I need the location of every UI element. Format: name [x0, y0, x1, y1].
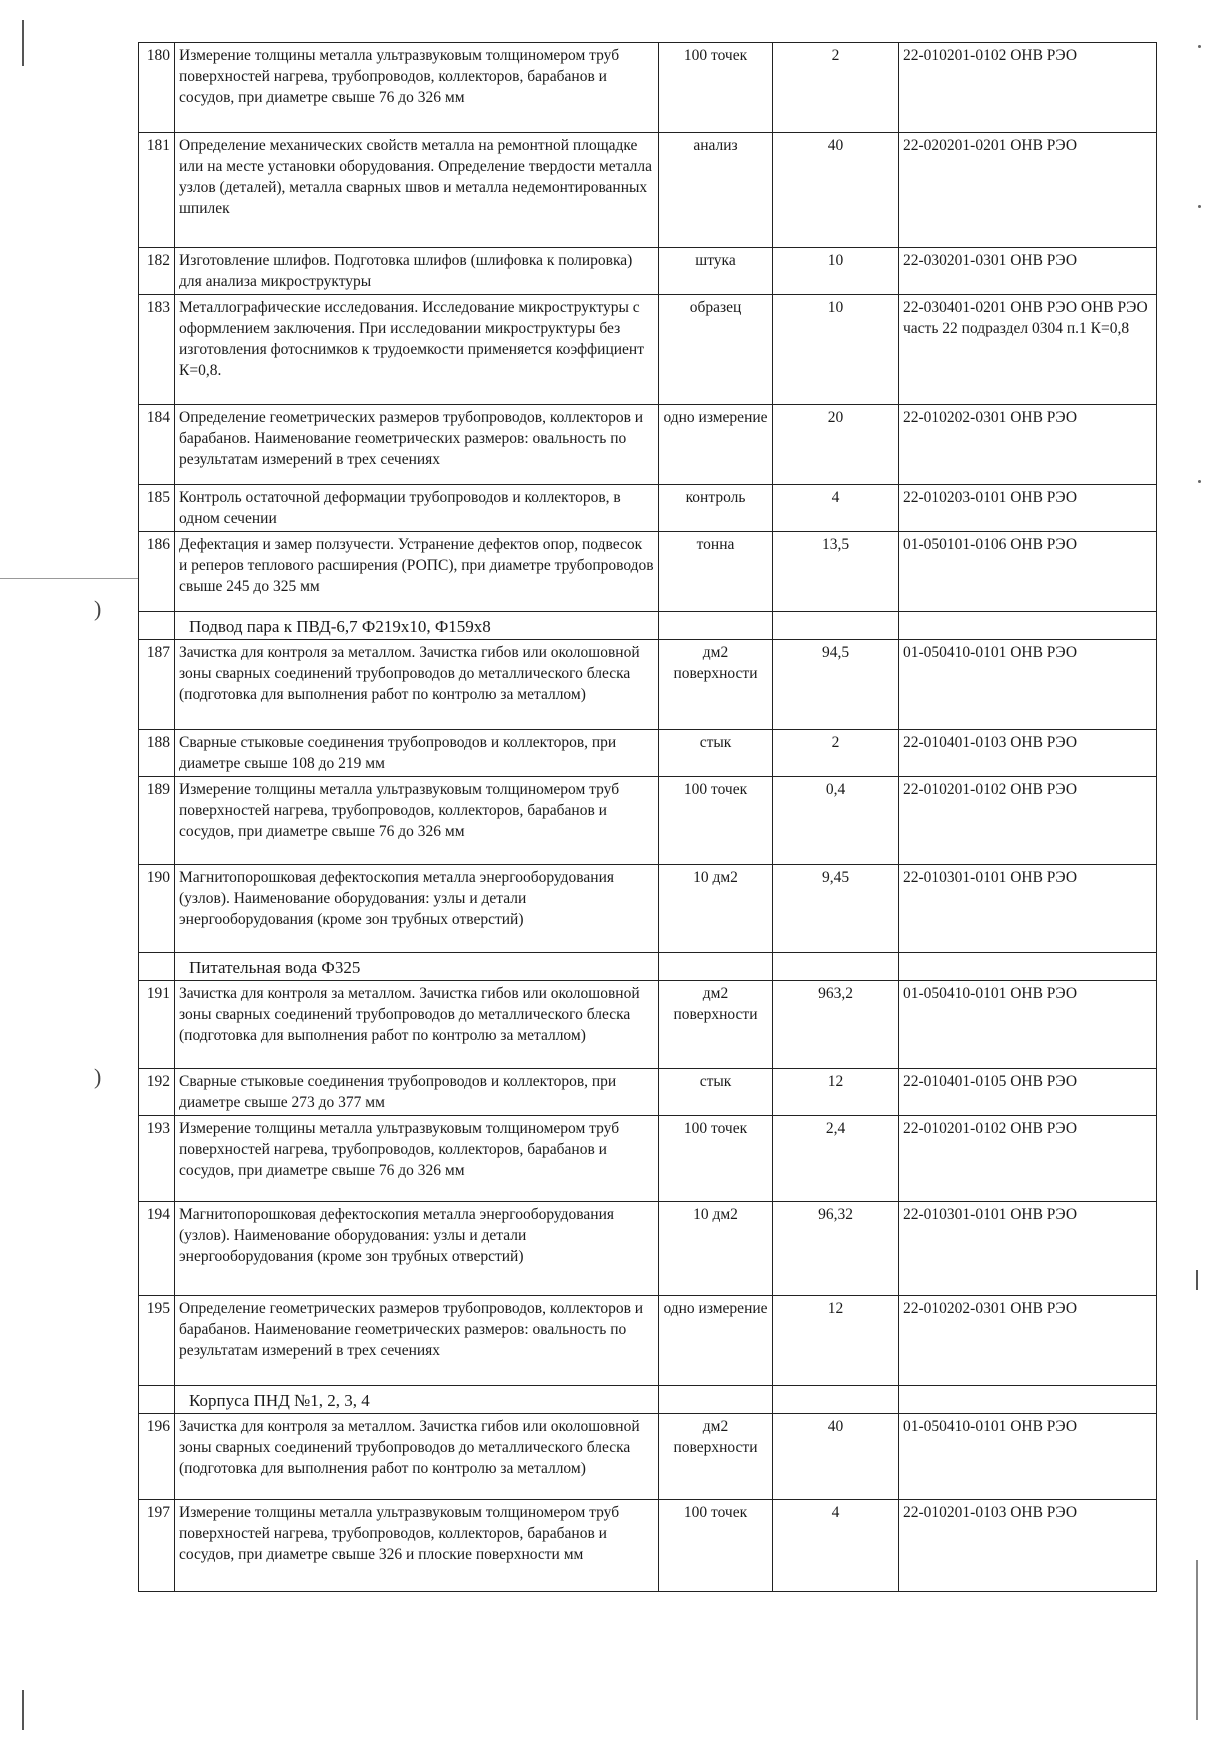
table-row — [139, 532, 1157, 612]
section-cell — [899, 1386, 1157, 1414]
item-number: 185 — [139, 485, 175, 532]
scan-mark-right — [1196, 1560, 1198, 1720]
section-title: Подвод пара к ПВД-6,7 Ф219х10, Ф159х8 — [175, 612, 659, 640]
item-norm-code: 01-050101-0106 ОНВ РЭО — [899, 532, 1157, 612]
item-description: Определение геометрических размеров трубопроводов, коллекторов и барабанов. Наименование геометрических размеров: овальность по результатам измерений в трех сечениях — [175, 405, 659, 485]
section-cell — [773, 953, 899, 981]
item-quantity: 40 — [773, 133, 899, 248]
item-number: 184 — [139, 405, 175, 485]
item-description: Металлографические исследования. Исследование микроструктуры с оформлением заключения. При исследовании микроструктуры без изготовления фотоснимков к трудоемкости применяется коэффициент К=0,8. — [175, 295, 659, 405]
item-quantity: 2,4 — [773, 1116, 899, 1202]
item-norm-code: 22-010301-0101 ОНВ РЭО — [899, 1202, 1157, 1296]
section-title: Корпуса ПНД №1, 2, 3, 4 — [175, 1386, 659, 1414]
item-norm-code: 22-010202-0301 ОНВ РЭО — [899, 1296, 1157, 1386]
item-unit: 10 дм2 — [659, 1202, 773, 1296]
item-quantity: 2 — [773, 43, 899, 133]
section-cell — [899, 612, 1157, 640]
table-row — [139, 777, 1157, 865]
section-row — [139, 1386, 1157, 1414]
scan-dot — [1198, 480, 1201, 483]
item-description: Измерение толщины металла ультразвуковым толщиномером труб поверхностей нагрева, трубопроводов, коллекторов, барабанов и сосудов, при диаметре свыше 326 и плоские поверхности мм — [175, 1500, 659, 1592]
item-description: Сварные стыковые соединения трубопроводов и коллекторов, при диаметре свыше 108 до 219 мм — [175, 730, 659, 777]
item-number: 183 — [139, 295, 175, 405]
table-body — [139, 43, 1157, 1592]
table-row — [139, 1500, 1157, 1592]
table-row — [139, 43, 1157, 133]
item-unit: штука — [659, 248, 773, 295]
item-quantity: 10 — [773, 248, 899, 295]
item-description: Магнитопорошковая дефектоскопия металла энергооборудования (узлов). Наименование оборудования: узлы и детали энергооборудования (кроме зон трубных отверстий) — [175, 1202, 659, 1296]
table-row — [139, 295, 1157, 405]
item-unit: дм2 поверхности — [659, 981, 773, 1069]
item-norm-code: 22-010201-0102 ОНВ РЭО — [899, 777, 1157, 865]
section-cell — [773, 1386, 899, 1414]
table-row — [139, 485, 1157, 532]
item-number: 191 — [139, 981, 175, 1069]
table-row — [139, 981, 1157, 1069]
item-unit: анализ — [659, 133, 773, 248]
item-number: 182 — [139, 248, 175, 295]
table-row — [139, 1069, 1157, 1116]
table-row — [139, 1414, 1157, 1500]
item-quantity: 40 — [773, 1414, 899, 1500]
item-unit: 100 точек — [659, 777, 773, 865]
table-row — [139, 133, 1157, 248]
work-items-table — [138, 42, 1157, 1592]
item-unit: тонна — [659, 532, 773, 612]
item-description: Магнитопорошковая дефектоскопия металла энергооборудования (узлов). Наименование оборудования: узлы и детали энергооборудования (кроме зон трубных отверстий) — [175, 865, 659, 953]
section-cell — [659, 953, 773, 981]
table-row — [139, 1296, 1157, 1386]
item-description: Зачистка для контроля за металлом. Зачистка гибов или околошовной зоны сварных соединений трубопроводов до металлического блеска (подготовка для выполнения работ по контролю за металлом) — [175, 1414, 659, 1500]
binder-hole-mark: ) — [94, 596, 102, 621]
item-description: Зачистка для контроля за металлом. Зачистка гибов или околошовной зоны сварных соединений трубопроводов до металлического блеска (подготовка для выполнения работ по контролю за металлом) — [175, 640, 659, 730]
item-norm-code: 22-010203-0101 ОНВ РЭО — [899, 485, 1157, 532]
item-quantity: 0,4 — [773, 777, 899, 865]
item-quantity: 9,45 — [773, 865, 899, 953]
item-norm-code: 01-050410-0101 ОНВ РЭО — [899, 981, 1157, 1069]
item-unit: дм2 поверхности — [659, 1414, 773, 1500]
item-description: Контроль остаточной деформации трубопроводов и коллекторов, в одном сечении — [175, 485, 659, 532]
item-description: Измерение толщины металла ультразвуковым толщиномером труб поверхностей нагрева, трубопроводов, коллекторов, барабанов и сосудов, при диаметре свыше 76 до 326 мм — [175, 43, 659, 133]
table-row — [139, 865, 1157, 953]
item-unit: одно измерение — [659, 405, 773, 485]
item-quantity: 94,5 — [773, 640, 899, 730]
item-number: 187 — [139, 640, 175, 730]
section-spacer — [139, 953, 175, 981]
item-norm-code: 22-030401-0201 ОНВ РЭО ОНВ РЭО часть 22 подраздел 0304 п.1 К=0,8 — [899, 295, 1157, 405]
item-norm-code: 22-010401-0105 ОНВ РЭО — [899, 1069, 1157, 1116]
item-description: Зачистка для контроля за металлом. Зачистка гибов или околошовной зоны сварных соединений трубопроводов до металлического блеска (подготовка для выполнения работ по контролю за металлом) — [175, 981, 659, 1069]
item-number: 192 — [139, 1069, 175, 1116]
item-unit: контроль — [659, 485, 773, 532]
item-unit: 100 точек — [659, 43, 773, 133]
item-quantity: 20 — [773, 405, 899, 485]
item-number: 186 — [139, 532, 175, 612]
item-quantity: 10 — [773, 295, 899, 405]
section-row — [139, 953, 1157, 981]
item-norm-code: 01-050410-0101 ОНВ РЭО — [899, 640, 1157, 730]
section-row — [139, 612, 1157, 640]
item-unit: одно измерение — [659, 1296, 773, 1386]
section-spacer — [139, 612, 175, 640]
item-number: 190 — [139, 865, 175, 953]
item-description: Определение механических свойств металла на ремонтной площадке или на месте установки оборудования. Определение твердости металла узлов (деталей), металла сварных швов и металла недемонтированных шпилек — [175, 133, 659, 248]
item-quantity: 12 — [773, 1296, 899, 1386]
table-row — [139, 1116, 1157, 1202]
item-unit: 100 точек — [659, 1500, 773, 1592]
item-norm-code: 22-010401-0103 ОНВ РЭО — [899, 730, 1157, 777]
item-unit: образец — [659, 295, 773, 405]
section-cell — [659, 1386, 773, 1414]
item-quantity: 13,5 — [773, 532, 899, 612]
section-cell — [659, 612, 773, 640]
item-number: 180 — [139, 43, 175, 133]
table-row — [139, 640, 1157, 730]
item-number: 197 — [139, 1500, 175, 1592]
item-quantity: 4 — [773, 1500, 899, 1592]
item-norm-code: 22-010201-0103 ОНВ РЭО — [899, 1500, 1157, 1592]
item-norm-code: 22-010201-0102 ОНВ РЭО — [899, 1116, 1157, 1202]
item-description: Сварные стыковые соединения трубопроводов и коллекторов, при диаметре свыше 273 до 377 мм — [175, 1069, 659, 1116]
item-description: Изготовление шлифов. Подготовка шлифов (шлифовка к полировка) для анализа микроструктуры — [175, 248, 659, 295]
item-unit: 10 дм2 — [659, 865, 773, 953]
item-quantity: 12 — [773, 1069, 899, 1116]
table-row — [139, 248, 1157, 295]
item-norm-code: 22-010201-0102 ОНВ РЭО — [899, 43, 1157, 133]
scan-dot — [1198, 205, 1201, 208]
item-description: Дефектация и замер ползучести. Устранение дефектов опор, подвесок и реперов теплового расширения (РОПС), при диаметре трубопроводов свыше 245 до 325 мм — [175, 532, 659, 612]
item-description: Измерение толщины металла ультразвуковым толщиномером труб поверхностей нагрева, трубопроводов, коллекторов, барабанов и сосудов, при диаметре свыше 76 до 326 мм — [175, 1116, 659, 1202]
binder-hole-mark: ) — [94, 1064, 102, 1089]
item-quantity: 96,32 — [773, 1202, 899, 1296]
item-norm-code: 22-010202-0301 ОНВ РЭО — [899, 405, 1157, 485]
item-number: 194 — [139, 1202, 175, 1296]
section-cell — [773, 612, 899, 640]
item-number: 189 — [139, 777, 175, 865]
item-unit: 100 точек — [659, 1116, 773, 1202]
scan-mark-left-2 — [22, 1690, 24, 1730]
item-number: 195 — [139, 1296, 175, 1386]
table-row — [139, 730, 1157, 777]
section-cell — [899, 953, 1157, 981]
item-number: 188 — [139, 730, 175, 777]
item-description: Измерение толщины металла ультразвуковым толщиномером труб поверхностей нагрева, трубопроводов, коллекторов, барабанов и сосудов, при диаметре свыше 76 до 326 мм — [175, 777, 659, 865]
item-number: 193 — [139, 1116, 175, 1202]
item-description: Определение геометрических размеров трубопроводов, коллекторов и барабанов. Наименование геометрических размеров: овальность по результатам измерений в трех сечениях — [175, 1296, 659, 1386]
table-row — [139, 1202, 1157, 1296]
section-spacer — [139, 1386, 175, 1414]
item-unit: дм2 поверхности — [659, 640, 773, 730]
item-norm-code: 01-050410-0101 ОНВ РЭО — [899, 1414, 1157, 1500]
scan-dot — [1198, 45, 1201, 48]
table-row — [139, 405, 1157, 485]
scan-mark-left — [22, 20, 24, 66]
item-unit: стык — [659, 1069, 773, 1116]
item-norm-code: 22-020201-0201 ОНВ РЭО — [899, 133, 1157, 248]
scan-dashed-line — [0, 578, 138, 579]
item-unit: стык — [659, 730, 773, 777]
item-quantity: 963,2 — [773, 981, 899, 1069]
item-number: 196 — [139, 1414, 175, 1500]
item-quantity: 2 — [773, 730, 899, 777]
item-norm-code: 22-030201-0301 ОНВ РЭО — [899, 248, 1157, 295]
item-quantity: 4 — [773, 485, 899, 532]
item-number: 181 — [139, 133, 175, 248]
item-norm-code: 22-010301-0101 ОНВ РЭО — [899, 865, 1157, 953]
scan-mark-right — [1196, 1270, 1198, 1290]
section-title: Питательная вода Ф325 — [175, 953, 659, 981]
